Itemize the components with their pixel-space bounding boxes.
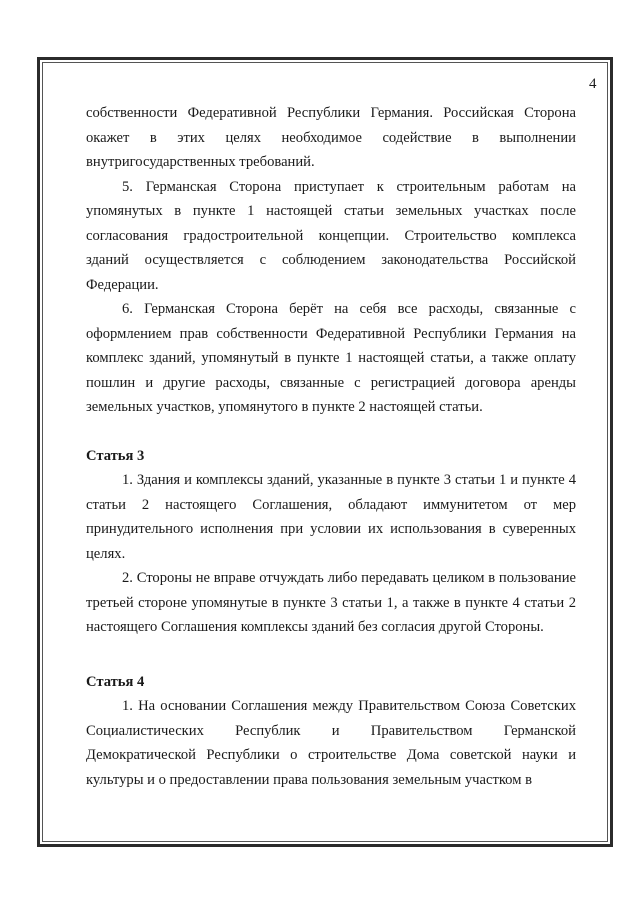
paragraph-continuation: собственности Федеративной Республики Германия. Российская Сторона окажет в этих целях необходимое содействие в выполнении внутригосударственных требований. [86,105,576,170]
article-3-paragraph-1: 1. Здания и комплексы зданий, указанные в пункте 3 статьи 1 и пункте 4 статьи 2 настоящего Соглашения, обладают иммунитетом от мер принудительного исполнения при условии их использования в суверенных целях. [86,472,576,562]
article-3-paragraph-2: 2. Стороны не вправе отчуждать либо передавать целиком в пользование третьей стороне упомянутые в пункте 3 статьи 1, а также в пункте 4 статьи 2 настоящего Соглашения комплексы зданий без согласия другой Стороны. [86,570,576,635]
article-3-title: Статья 3 [86,447,145,464]
paragraph-5: 5. Германская Сторона приступает к строительным работам на упомянутых в пункте 1 настоящей статьи земельных участках после согласования градостроительной концепции. Строительство комплекса зданий осуществляется с соблюдением законодательства Российской Федерации. [86,178,576,293]
document-body [86,101,576,792]
article-4-title: Статья 4 [86,673,145,690]
paragraph-6: 6. Германская Сторона берёт на себя все расходы, связанные с оформлением прав собственности Федеративной Республики Германия на комплекс зданий, упомянутый в пункте 1 настоящей статьи, а также оплату пошлин и другие расходы, связанные с регистрацией договора аренды земельных участков, упомянутого в пункте 2 настоящей статьи. [86,301,576,415]
page-number: 4 [589,76,597,92]
article-4-paragraph-1: 1. На основании Соглашения между Правительством Союза Советских Социалистических Республик и Правительством Германской Демократической Республики о строительстве Дома советской науки и культуры и о предоставлении права пользования земельным участком в [86,698,576,788]
